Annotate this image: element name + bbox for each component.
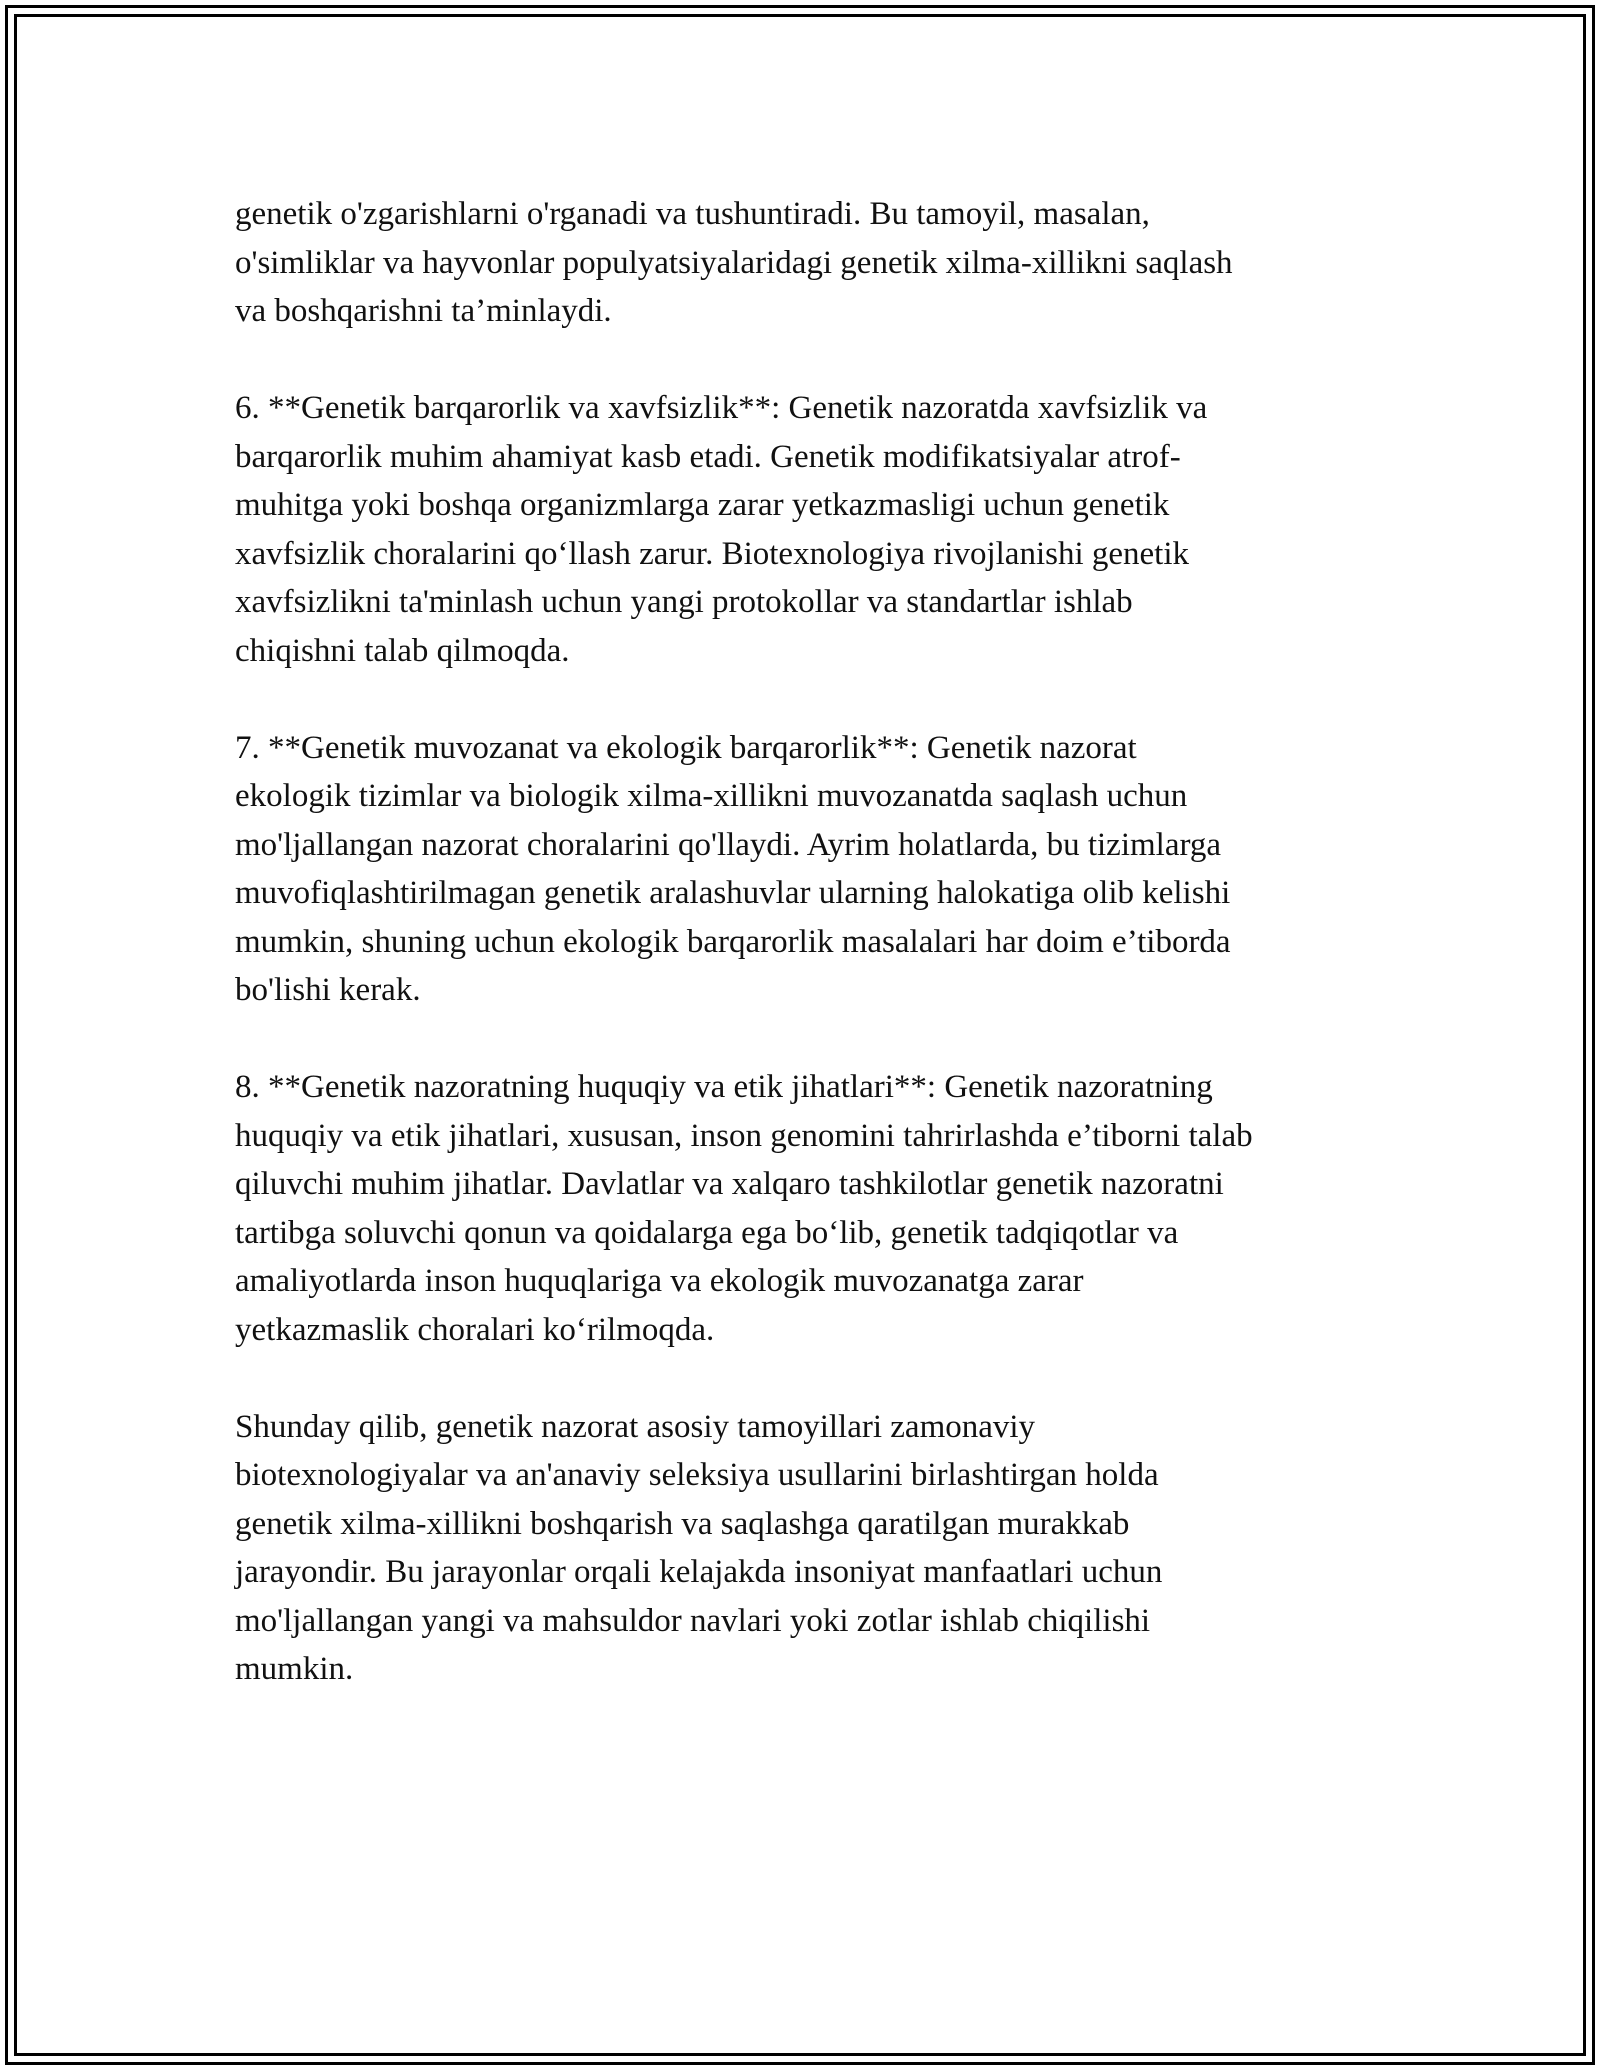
paragraph-7-genetic-balance: 7. **Genetik muvozanat va ekologik barqarorlik**: Genetik nazorat ekologik tizimlar va biologik xilma-xillikni muvozanatda saqlash uchun mo'ljallangan nazorat choralarini qo'llaydi. Ayrim holatlarda, bu tizimlarga muvofiqlashtirilmagan genetik aralashuvlar ularning halokatiga olib kelishi mumkin, shuning uchun ekologik barqarorlik masalalari har doim e’tiborda bo'lishi kerak. — [235, 729, 1231, 1008]
document-body — [235, 190, 1385, 1742]
paragraph-intro-continuation: genetik o'zgarishlarni o'rganadi va tushuntiradi. Bu tamoyil, masalan, o'simliklar va hayvonlar populyatsiyalaridagi genetik xilma-xillikni saqlash va boshqarishni ta’minlaydi. — [235, 196, 1233, 329]
paragraph-8-legal-ethical: 8. **Genetik nazoratning huquqiy va etik jihatlari**: Genetik nazoratning huquqiy va etik jihatlari, xususan, inson genomini tahrirlashda e’tiborni talab qiluvchi muhim jihatlar. Davlatlar va xalqaro tashkilotlar genetik nazoratni tartibga soluvchi qonun va qoidalarga ega bo‘lib, genetik tadqiqotlar va amaliyotlarda inson huquqlariga va ekologik muvozanatga zarar yetkazmaslik choralari ko‘rilmoqda. — [235, 1069, 1253, 1348]
paragraph-conclusion: Shunday qilib, genetik nazorat asosiy tamoyillari zamonaviy biotexnologiyalar va an'anaviy seleksiya usullarini birlashtirgan holda genetik xilma-xillikni boshqarish va saqlashga qaratilgan murakkab jarayondir. Bu jarayonlar orqali kelajakda insoniyat manfaatlari uchun mo'ljallangan yangi va mahsuldor navlari yoki zotlar ishlab chiqilishi mumkin. — [235, 1408, 1163, 1687]
paragraph-6-genetic-stability: 6. **Genetik barqarorlik va xavfsizlik**: Genetik nazoratda xavfsizlik va barqarorlik muhim ahamiyat kasb etadi. Genetik modifikatsiyalar atrof- muhitga yoki boshqa organizmlarga zarar yetkazmasligi uchun genetik xavfsizlik choralarini qo‘llash zarur. Biotexnologiya rivojlanishi genetik xavfsizlikni ta'minlash uchun yangi protokollar va standartlar ishlab chiqishni talab qilmoqda. — [235, 390, 1208, 669]
